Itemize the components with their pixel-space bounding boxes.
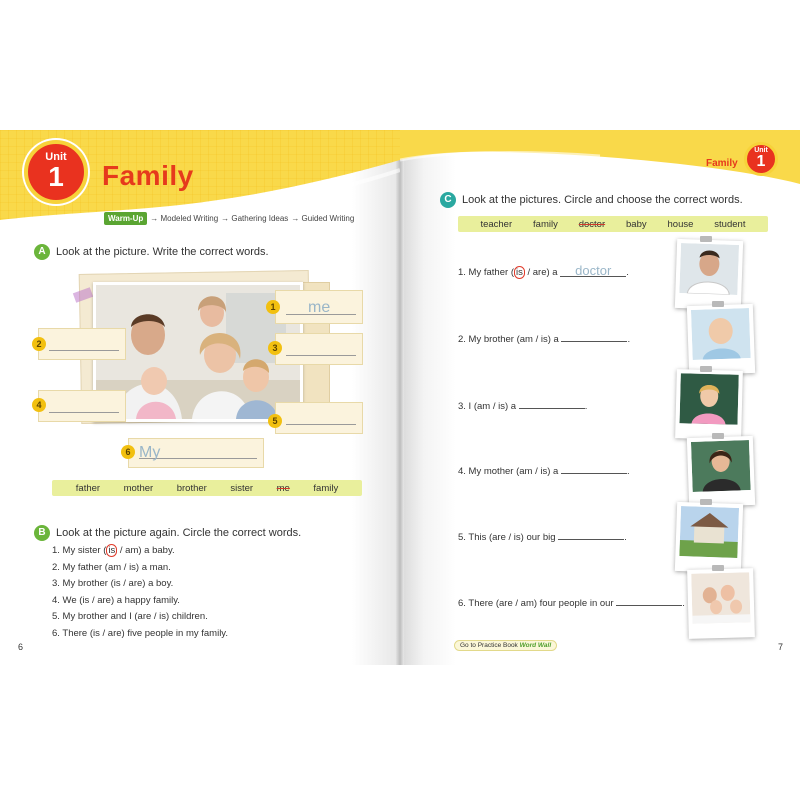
list-item: 5. My brother and I (are / is) children. (52, 611, 208, 622)
practice-note-text: Go to Practice Book (460, 642, 518, 649)
answer-box-2[interactable] (38, 328, 126, 360)
unit-badge-small (744, 142, 778, 176)
answer-blank-1[interactable]: doctor (560, 266, 626, 277)
answer-box-3[interactable] (275, 333, 363, 365)
practice-note-emph: Word Wall (519, 642, 552, 649)
circled-answer: is (515, 267, 523, 278)
unit-label: Unit (45, 151, 67, 163)
section-b-heading (34, 525, 301, 541)
box-number-5: 5 (268, 414, 282, 428)
photo-clip (712, 565, 724, 571)
progress-step: → Guided Writing (291, 214, 355, 223)
photo-teacher (687, 436, 755, 507)
photo-house (675, 502, 743, 573)
word-bank-word: family (313, 482, 339, 494)
word-bank-word: sister (230, 482, 254, 494)
section-c-instruction: Look at the pictures. Circle and choose the correct words. (462, 193, 743, 206)
answer-box-6[interactable] (128, 438, 264, 468)
question-2: 2. My brother (am / is) a . (458, 334, 631, 345)
word-bank-word: teacher (480, 218, 513, 230)
answer-blank-2[interactable] (561, 332, 627, 342)
photo-family (687, 568, 755, 639)
word-bank-word: brother (176, 482, 207, 494)
unit-badge (24, 140, 88, 204)
question-3: 3. I (am / is) a . (458, 401, 588, 412)
box-number-3: 3 (268, 341, 282, 355)
photo-clip (712, 433, 724, 439)
word-bank-word: student (714, 218, 746, 230)
word-bank-word-struck: me (276, 482, 290, 494)
photo-student (675, 369, 743, 440)
writing-progress (104, 212, 357, 225)
word-bank-word-struck: doctor (578, 218, 606, 230)
answer-box-6-text: My (139, 444, 161, 461)
list-item: 3. My brother (is / are) a boy. (52, 578, 174, 589)
photo-clip (700, 499, 712, 505)
box-number-1: 1 (266, 300, 280, 314)
page-number-right: 7 (778, 642, 784, 652)
progress-step: → Modeled Writing (150, 214, 219, 223)
question-1: 1. My father ( is / are) a doctor . (458, 263, 629, 278)
photo-clip (700, 366, 712, 372)
list-item: 1. My sister ( is / am) a baby. (52, 545, 175, 556)
circled-answer: is (108, 545, 116, 556)
practice-book-note (454, 640, 557, 651)
box-number-4: 4 (32, 398, 46, 412)
answer-blank-5[interactable] (558, 530, 624, 540)
page-title: Family (102, 160, 194, 191)
photo-clip (712, 301, 724, 307)
section-b-list (52, 543, 228, 642)
list-item: 4. We (is / are) a happy family. (52, 594, 180, 606)
answer-blank-3[interactable] (519, 399, 585, 409)
section-c-marker: C (440, 192, 456, 208)
photo-doctor (675, 239, 743, 310)
word-bank-word: house (667, 218, 694, 230)
question-5: 5. This (are / is) our big . (458, 532, 627, 543)
list-item: 2. My father (am / is) a man. (52, 561, 171, 573)
word-bank-word: family (533, 218, 558, 230)
word-bank-word: mother (123, 482, 154, 494)
section-c-heading (440, 192, 743, 208)
section-a-marker: A (34, 244, 50, 260)
progress-current-step: Warm-Up (104, 212, 147, 225)
answer-blank-4[interactable] (561, 464, 627, 474)
list-item: 6. There (is / are) five people in my family. (52, 627, 228, 639)
answer-box-1-text: me (308, 299, 331, 316)
word-bank-word: father (75, 482, 101, 494)
page-number-left: 6 (18, 642, 24, 652)
photo-baby (687, 304, 755, 375)
answer-box-4[interactable] (38, 390, 126, 422)
word-bank-a (52, 480, 362, 496)
photo-clip (700, 236, 712, 242)
unit-number-small: 1 (756, 153, 766, 170)
answer-box-5[interactable] (275, 402, 363, 434)
section-a-heading (34, 244, 269, 260)
right-header-label: Family (706, 158, 738, 169)
question-6: 6. There (are / am) four people in our . (458, 598, 685, 609)
section-b-instruction: Look at the picture again. Circle the correct words. (56, 526, 302, 539)
section-b-marker: B (34, 525, 50, 541)
word-bank-word: baby (626, 218, 647, 230)
box-number-2: 2 (32, 337, 46, 351)
answer-blank-6[interactable] (616, 596, 682, 606)
section-a-instruction: Look at the picture. Write the correct words. (56, 245, 269, 258)
answer-box-1[interactable] (275, 290, 363, 324)
unit-number: 1 (48, 161, 64, 192)
right-header-band (400, 130, 800, 190)
question-4: 4. My mother (am / is) a . (458, 466, 630, 477)
unit-label-small: Unit (754, 147, 768, 154)
word-bank-c (458, 216, 768, 232)
box-number-6: 6 (121, 445, 135, 459)
progress-step: → Gathering Ideas (221, 214, 289, 223)
